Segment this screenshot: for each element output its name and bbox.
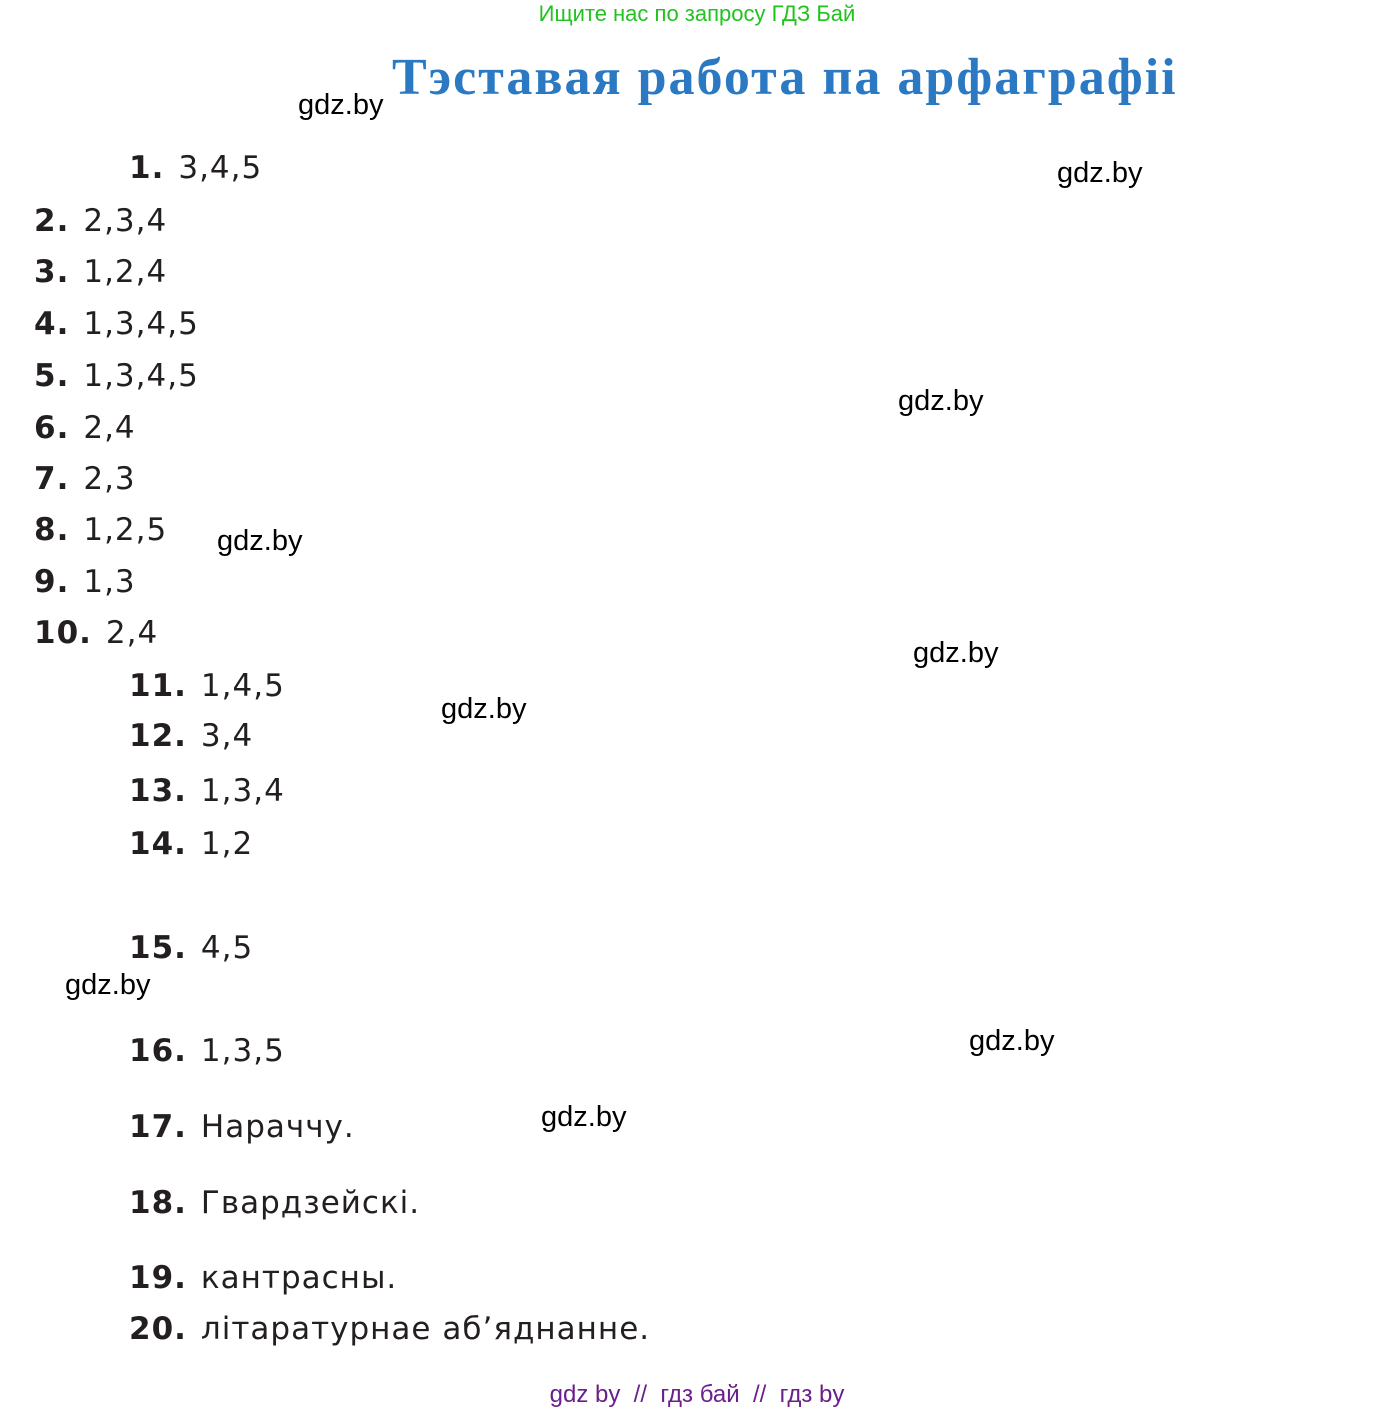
answer-value: 3,4,5 <box>178 150 263 186</box>
answer-value: 1,3,5 <box>200 1033 285 1069</box>
answer-number: 2. <box>34 203 70 239</box>
answer-item <box>129 824 253 864</box>
answer-value: 1,3,4,5 <box>83 358 199 394</box>
answer-value: 2,3 <box>83 461 136 497</box>
answer-item <box>34 252 167 292</box>
answer-number: 4. <box>34 306 70 342</box>
answer-number: 10. <box>34 615 92 651</box>
answer-item <box>34 408 136 448</box>
answer-number: 19. <box>129 1260 187 1296</box>
answer-item <box>34 201 167 241</box>
answer-value: 2,4 <box>83 410 136 446</box>
answer-item <box>34 510 167 550</box>
answer-number: 7. <box>34 461 70 497</box>
answer-item <box>129 716 253 756</box>
answer-number: 15. <box>129 930 187 966</box>
watermark: gdz.by <box>65 969 151 1001</box>
answer-number: 13. <box>129 773 187 809</box>
watermark: gdz.by <box>898 385 984 417</box>
answer-value: літаратурнае аб’яднанне. <box>200 1311 651 1347</box>
watermark: gdz.by <box>217 525 303 557</box>
watermark: gdz.by <box>441 693 527 725</box>
answer-item <box>34 356 199 396</box>
answer-value: Нараччу. <box>200 1109 355 1145</box>
answer-item <box>129 1183 420 1223</box>
answer-value: 1,3 <box>83 564 136 600</box>
watermark: gdz.by <box>1057 157 1143 189</box>
answer-number: 11. <box>129 668 187 704</box>
watermark: gdz.by <box>913 637 999 669</box>
answer-item <box>129 1309 650 1349</box>
answer-number: 3. <box>34 254 70 290</box>
answer-item <box>34 304 199 344</box>
footer-watermark: gdz by // гдз бай // гдз by <box>549 1381 845 1408</box>
watermark: gdz.by <box>969 1025 1055 1057</box>
answer-number: 18. <box>129 1185 187 1221</box>
watermark: gdz.by <box>541 1101 627 1133</box>
answer-number: 9. <box>34 564 70 600</box>
answer-value: 1,4,5 <box>200 668 285 704</box>
answer-value: кантрасны. <box>200 1260 398 1296</box>
answer-value: 3,4 <box>200 718 254 754</box>
answer-value: 4,5 <box>200 930 254 966</box>
answer-number: 14. <box>129 826 187 862</box>
answer-item <box>129 666 285 706</box>
answer-number: 12. <box>129 718 187 754</box>
answer-number: 20. <box>129 1311 187 1347</box>
answer-item <box>129 928 253 968</box>
answer-number: 1. <box>129 150 165 186</box>
answer-value: 1,3,4,5 <box>83 306 199 342</box>
answer-number: 8. <box>34 512 70 548</box>
answer-item <box>129 771 285 811</box>
answer-value: 1,3,4 <box>200 773 285 809</box>
answer-value: 2,4 <box>105 615 159 651</box>
answer-number: 16. <box>129 1033 187 1069</box>
answer-value: Гвардзейскі. <box>200 1185 421 1221</box>
answer-value: 2,3,4 <box>83 203 168 239</box>
answer-item <box>129 1107 355 1147</box>
answer-item <box>34 459 136 499</box>
answer-item <box>129 148 262 188</box>
watermark: gdz.by <box>298 89 384 121</box>
answer-item <box>34 613 158 653</box>
answer-item <box>129 1258 397 1298</box>
answer-number: 5. <box>34 358 70 394</box>
answer-value: 1,2 <box>200 826 254 862</box>
page-title: Тэставая работа па арфаграфіі <box>392 49 1178 106</box>
answer-number: 17. <box>129 1109 187 1145</box>
answer-value: 1,2,5 <box>83 512 168 548</box>
answer-number: 6. <box>34 410 70 446</box>
answer-item <box>34 562 136 602</box>
answer-item <box>129 1031 285 1071</box>
top-banner: Ищите нас по запросу ГДЗ Бай <box>538 1 856 26</box>
answer-value: 1,2,4 <box>83 254 168 290</box>
